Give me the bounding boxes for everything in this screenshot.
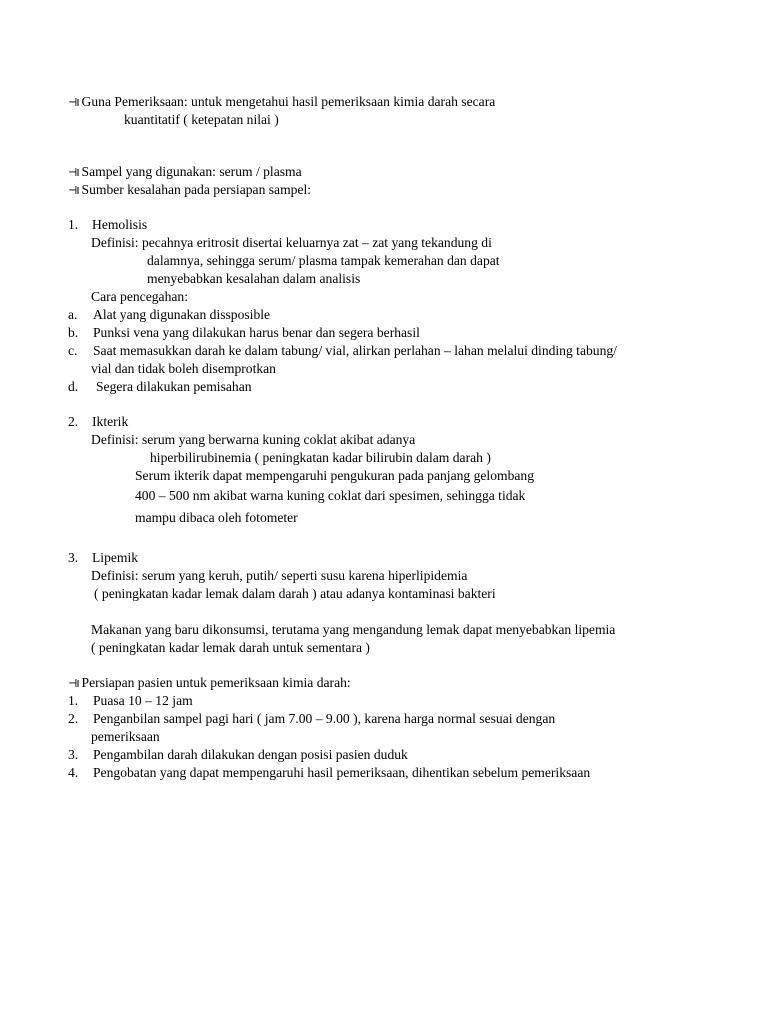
bullet-icon: ⊣‖: [68, 678, 79, 690]
list-item: Punksi vena yang dilakukan harus benar dan segera berhasil: [93, 325, 420, 340]
bullet-icon: ⊣‖: [68, 185, 79, 197]
list-item-cont: vial dan tidak boleh disemprotkan: [91, 361, 276, 376]
hemolisis-definition-cont: menyebabkan kesalahan dalam analisis: [147, 271, 361, 286]
list-number: 2.: [68, 414, 79, 429]
section-heading-hemolisis: Hemolisis: [92, 217, 148, 232]
bullet-line-sumber: [68, 182, 311, 199]
lipemik-definition: Definisi: serum yang keruh, putih/ seperti susu karena hiperlipidemia: [91, 568, 468, 583]
bullet-line-sampel: [68, 164, 302, 181]
list-number: 1.: [68, 693, 79, 708]
list-item: Penganbilan sampel pagi hari ( jam 7.00 – 9.00 ), karena harga normal sesuai dengan: [93, 711, 556, 726]
list-number: 4.: [68, 765, 79, 780]
lipemik-note: Makanan yang baru dikonsumsi, terutama yang mengandung lemak dapat menyebabkan lipemia: [91, 622, 616, 637]
sampel-text: Sampel yang digunakan: serum / plasma: [81, 164, 302, 179]
list-item: Pengobatan yang dapat mempengaruhi hasil pemeriksaan, dihentikan sebelum pemeriksaan: [93, 765, 591, 780]
lipemik-definition-cont: ( peningkatan kadar lemak dalam darah ) atau adanya kontaminasi bakteri: [94, 586, 496, 601]
bullet-line-guna: [68, 94, 495, 111]
list-number: 2.: [68, 711, 79, 726]
list-item: Alat yang digunakan dissposible: [93, 307, 271, 322]
ikterik-definition-cont: hiperbilirubinemia ( peningkatan kadar bilirubin dalam darah ): [150, 450, 491, 465]
lipemik-note-cont: ( peningkatan kadar lemak darah untuk sementara ): [91, 640, 370, 655]
list-item: Saat memasukkan darah ke dalam tabung/ vial, alirkan perlahan – lahan melalui dinding tabung/: [93, 343, 617, 358]
ikterik-definition: Definisi: serum yang berwarna kuning coklat akibat adanya: [91, 432, 416, 447]
list-letter: d.: [68, 379, 79, 394]
list-number: 3.: [68, 550, 79, 565]
ikterik-note: Serum ikterik dapat mempengaruhi pengukuran pada panjang gelombang: [135, 468, 535, 483]
list-number: 3.: [68, 747, 79, 762]
list-item-cont: pemeriksaan: [91, 729, 160, 744]
list-letter: b.: [68, 325, 79, 340]
list-number: 1.: [68, 217, 79, 232]
bullet-icon: ⊣‖: [68, 97, 79, 109]
persiapan-pasien-text: Persiapan pasien untuk pemeriksaan kimia darah:: [81, 675, 351, 690]
cara-pencegahan-label: Cara pencegahan:: [91, 289, 188, 304]
list-item: Segera dilakukan pemisahan: [96, 379, 252, 394]
list-item: Puasa 10 – 12 jam: [93, 693, 193, 708]
list-letter: c.: [68, 343, 78, 358]
guna-pemeriksaan-text: Guna Pemeriksaan: untuk mengetahui hasil pemeriksaan kimia darah secara: [81, 94, 496, 109]
ikterik-note-cont: 400 – 500 nm akibat warna kuning coklat dari spesimen, sehingga tidak: [135, 488, 526, 503]
list-item: Pengambilan darah dilakukan dengan posisi pasien duduk: [93, 747, 408, 762]
bullet-icon: ⊣‖: [68, 167, 79, 179]
guna-continuation: kuantitatif ( ketepatan nilai ): [124, 112, 279, 127]
hemolisis-definition-cont: dalamnya, sehingga serum/ plasma tampak kemerahan dan dapat: [147, 253, 500, 268]
sumber-kesalahan-text: Sumber kesalahan pada persiapan sampel:: [81, 182, 312, 197]
list-letter: a.: [68, 307, 78, 322]
hemolisis-definition: Definisi: pecahnya eritrosit disertai keluarnya zat – zat yang tekandung di: [91, 235, 492, 250]
ikterik-note-cont: mampu dibaca oleh fotometer: [135, 510, 298, 525]
bullet-line-persiapan: [68, 675, 351, 692]
section-heading-ikterik: Ikterik: [92, 414, 129, 429]
section-heading-lipemik: Lipemik: [92, 550, 139, 565]
